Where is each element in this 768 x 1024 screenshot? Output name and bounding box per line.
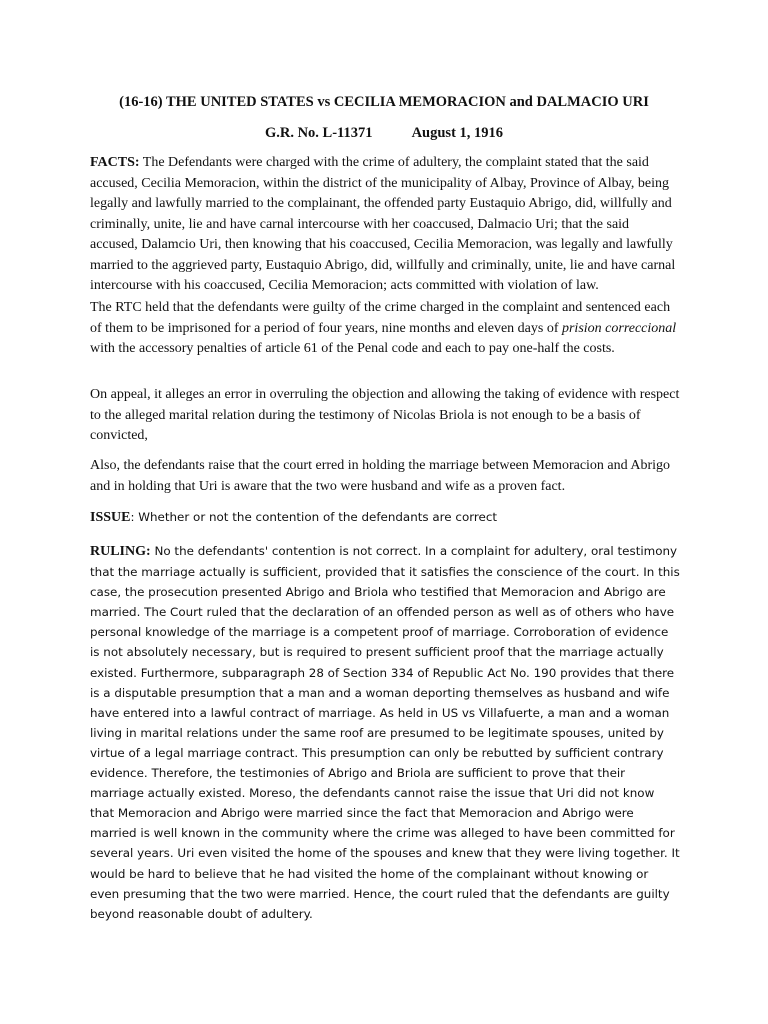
also-paragraph xyxy=(90,456,680,497)
also-text: Also, the defendants raise that the court erred in holding the marriage between Memoracion and Abrigo and in holding that Uri is aware that the two were husband and wife as a proven fact. xyxy=(90,458,671,494)
rtc-text-after: with the accessory penalties of article 61 of the Penal code and each to pay one-half the costs. xyxy=(90,341,615,356)
appeal-paragraph xyxy=(90,385,680,447)
case-title: (16-16) THE UNITED STATES vs CECILIA MEMORACION and DALMACIO URI xyxy=(119,94,649,110)
case-reference-line xyxy=(90,123,678,143)
issue-text: : Whether or not the contention of the defendants are correct xyxy=(130,510,498,524)
facts-paragraph xyxy=(90,153,680,297)
issue-label: ISSUE xyxy=(90,510,131,525)
rtc-text-before: The RTC held that the defendants were guilty of the crime charged in the complaint and sentenced each of them to be imprisoned for a period of four years, nine months and eleven days of xyxy=(90,300,671,336)
gr-number: G.R. No. L-11371 xyxy=(264,125,373,141)
ruling-text: No the defendants' contention is not correct. In a complaint for adultery, oral testimony that the marriage actually is sufficient, provided that it satisfies the conscience of the court. In this case, the prosecution presented Abrigo and Briola who testified that Memoracion and Abrigo are married. The Court ruled that the declaration of an offended person as well as of others who have personal knowledge of the marriage is a competent proof of marriage. Corroboration of evidence is not absolutely necessary, but is required to present sufficient proof that the marriage actually existed. Furthermore, subparagraph 28 of Section 334 of Republic Act No. 190 provides that there is a disputable presumption that a man and a woman deporting themselves as husband and wife have entered into a lawful contract of marriage. As held in US vs Villafuerte, a man and a woman living in marital relations under the same roof are presumed to be legitimate spouses, united by virtue of a legal marriage contract. This presumption can only be rebutted by sufficient contrary evidence. Therefore, the testimonies of Abrigo and Briola are sufficient to prove that their marriage actually existed. Moreso, the defendants cannot raise the issue that Uri did not know that Memoracion and Abrigo were married since the fact that Memoracion and Abrigo were married is well known in the community where the crime was alleged to have been committed for several years. Uri even visited the home of the spouses and knew that they were living together. It would be hard to believe that he had visited the home of the complainant without knowing or even presuming that the two were married. Hence, the court ruled that the defendants are guilty beyond reasonable doubt of adultery. xyxy=(90,544,680,921)
facts-label: FACTS: xyxy=(90,155,140,170)
facts-text: The Defendants were charged with the crime of adultery, the complaint stated that the said accused, Cecilia Memoracion, within the district of the municipality of Albay, Province of Albay, being legally and lawfully married to the complainant, the offended party Eustaquio Abrigo, did, willfully and criminally, unite, lie and have carnal intercourse with her coaccused, Dalmacio Uri; that the said accused, Dalamcio Uri, then knowing that his coaccused, Cecilia Memoracion, was legally and lawfully married to the aggrieved party, Eustaquio Abrigo, did, willfully and criminally, unite, lie and have carnal intercourse with his coaccused, Cecilia Memoracion; acts committed with violation of law. xyxy=(90,155,676,293)
decision-date: August 1, 1916 xyxy=(411,125,504,141)
rtc-paragraph xyxy=(90,298,680,360)
issue-paragraph xyxy=(90,507,680,528)
appeal-text: On appeal, it alleges an error in overruling the objection and allowing the taking of evidence with respect to the alleged marital relation during the testimony of Nicolas Briola is not enough to be a basis of convicted, xyxy=(90,387,680,443)
ruling-label: RULING: xyxy=(90,544,151,559)
ruling-paragraph xyxy=(90,541,680,924)
rtc-italic-term: prision correccional xyxy=(561,320,677,336)
